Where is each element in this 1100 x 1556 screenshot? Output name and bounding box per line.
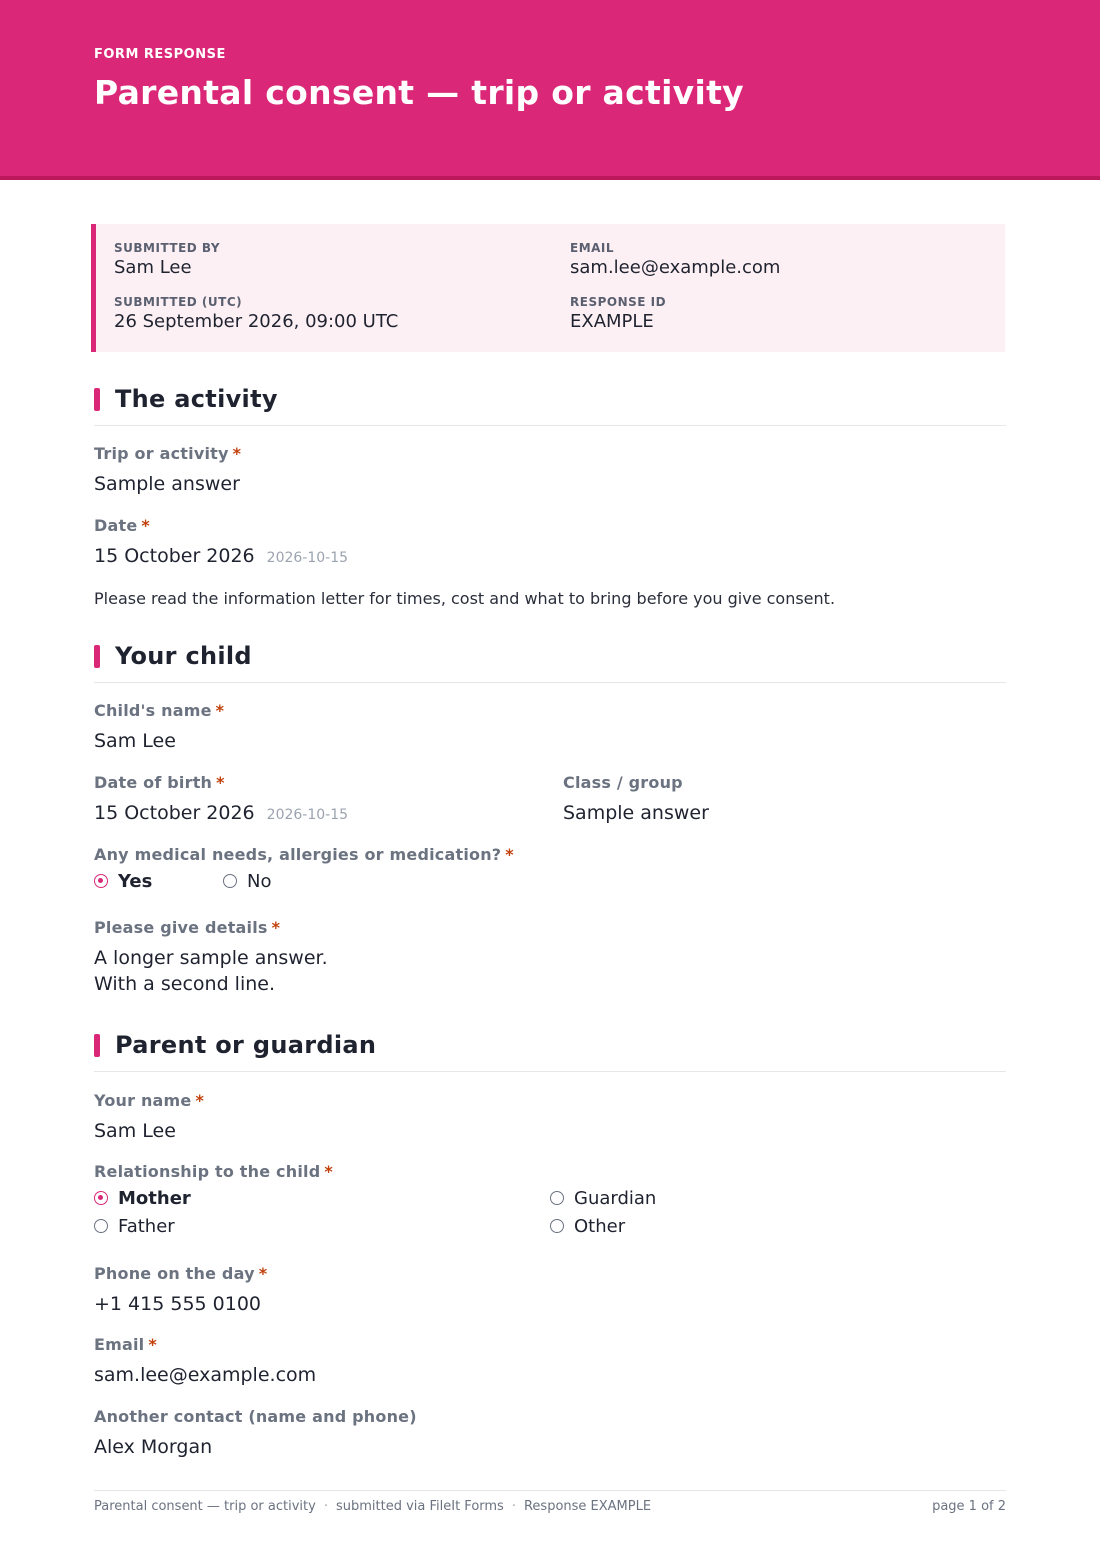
header-eyebrow: FORM RESPONSE xyxy=(94,47,226,62)
field-label: Date of birth xyxy=(94,773,213,792)
radio-medical-yes[interactable] xyxy=(94,871,152,892)
field-another-contact xyxy=(94,1407,417,1460)
field-value: Alex Morgan xyxy=(94,1436,213,1458)
radio-relationship-father[interactable] xyxy=(94,1216,175,1237)
footer-separator: · xyxy=(511,1499,516,1514)
field-value: 15 October 2026 xyxy=(94,802,255,824)
field-label: Relationship to the child xyxy=(94,1162,321,1181)
radio-selected-icon xyxy=(94,874,108,888)
field-label: Trip or activity xyxy=(94,444,229,463)
meta-label: SUBMITTED (UTC) xyxy=(114,295,243,309)
radio-unselected-icon xyxy=(550,1219,564,1233)
field-phone xyxy=(94,1264,267,1317)
field-value-line: A longer sample answer. xyxy=(94,947,328,969)
footer-form-name: Parental consent — trip or activity xyxy=(94,1499,316,1514)
meta-submitted-by xyxy=(114,241,220,278)
field-value: Sample answer xyxy=(94,473,240,495)
section-accent-bar xyxy=(94,1034,100,1057)
section-title: Parent or guardian xyxy=(115,1031,377,1059)
field-date xyxy=(94,516,348,571)
meta-value: sam.lee@example.com xyxy=(570,257,781,278)
meta-response-id xyxy=(570,295,666,332)
radio-unselected-icon xyxy=(550,1191,564,1205)
field-parent-name xyxy=(94,1091,204,1144)
iso-date: 2026-10-15 xyxy=(266,550,349,566)
radio-label: No xyxy=(247,871,272,892)
footer-response: Response EXAMPLE xyxy=(523,1499,652,1514)
radio-medical-no[interactable] xyxy=(223,871,271,892)
field-value: 15 October 2026 xyxy=(94,545,255,567)
page-footer xyxy=(94,1490,1006,1514)
required-marker: * xyxy=(141,516,150,535)
section-heading-child xyxy=(94,642,1006,683)
meta-label: EMAIL xyxy=(570,241,615,255)
field-label: Date xyxy=(94,516,138,535)
required-marker: * xyxy=(324,1162,333,1181)
meta-submitted-utc xyxy=(114,295,398,332)
meta-value: Sam Lee xyxy=(114,257,192,278)
required-marker: * xyxy=(216,773,225,792)
field-value-line: With a second line. xyxy=(94,973,275,995)
radio-relationship-other[interactable] xyxy=(550,1216,625,1237)
section-accent-bar xyxy=(94,645,100,668)
radio-unselected-icon xyxy=(94,1219,108,1233)
radio-selected-icon xyxy=(94,1191,108,1205)
section-title: Your child xyxy=(115,642,252,670)
footer-separator: · xyxy=(323,1499,328,1514)
page-title: Parental consent — trip or activity xyxy=(94,73,744,112)
meta-label: SUBMITTED BY xyxy=(114,241,221,255)
field-child-name xyxy=(94,701,224,754)
meta-label: RESPONSE ID xyxy=(570,295,667,309)
field-relationship xyxy=(94,1162,333,1181)
radio-relationship-mother[interactable] xyxy=(94,1188,191,1209)
field-value: +1 415 555 0100 xyxy=(94,1293,262,1315)
section-heading-activity xyxy=(94,385,1006,426)
meta-value: EXAMPLE xyxy=(570,311,654,332)
radio-label: Yes xyxy=(118,871,153,892)
field-class xyxy=(563,773,709,826)
footer-page-number: page 1 of 2 xyxy=(932,1499,1006,1514)
field-label: Email xyxy=(94,1335,145,1354)
meta-value: 26 September 2026, 09:00 UTC xyxy=(114,311,399,332)
field-label: Please give details xyxy=(94,918,268,937)
iso-date: 2026-10-15 xyxy=(266,807,349,823)
field-value: Sample answer xyxy=(563,802,709,824)
submission-meta xyxy=(91,224,1005,352)
required-marker: * xyxy=(215,701,225,720)
field-label: Child's name xyxy=(94,701,212,720)
field-label: Any medical needs, allergies or medication? xyxy=(94,845,502,864)
form-header xyxy=(0,0,1100,180)
field-label: Phone on the day xyxy=(94,1264,255,1283)
section-heading-parent xyxy=(94,1031,1006,1072)
field-label: Your name xyxy=(94,1091,192,1110)
section-accent-bar xyxy=(94,388,100,411)
radio-label: Father xyxy=(118,1216,175,1237)
radio-label: Mother xyxy=(118,1188,191,1209)
radio-unselected-icon xyxy=(223,874,237,888)
activity-note: Please read the information letter for times, cost and what to bring before you give consent. xyxy=(94,589,836,608)
field-email xyxy=(94,1335,316,1388)
required-marker: * xyxy=(505,845,514,864)
field-value: sam.lee@example.com xyxy=(94,1364,317,1386)
radio-label: Guardian xyxy=(574,1188,657,1209)
required-marker: * xyxy=(271,918,281,937)
radio-label: Other xyxy=(574,1216,626,1237)
required-marker: * xyxy=(148,1335,157,1354)
required-marker: * xyxy=(232,444,242,463)
field-trip xyxy=(94,444,241,497)
required-marker: * xyxy=(258,1264,268,1283)
section-title: The activity xyxy=(115,385,278,413)
required-marker: * xyxy=(195,1091,205,1110)
field-value: Sam Lee xyxy=(94,1120,176,1142)
field-dob xyxy=(94,773,348,828)
field-medical-details xyxy=(94,918,328,997)
field-label: Another contact (name and phone) xyxy=(94,1407,417,1426)
meta-email xyxy=(570,241,780,278)
field-label: Class / group xyxy=(563,773,683,792)
field-value: Sam Lee xyxy=(94,730,176,752)
field-medical xyxy=(94,845,514,864)
radio-relationship-guardian[interactable] xyxy=(550,1188,656,1209)
footer-submitted-via: submitted via FileIt Forms xyxy=(335,1499,504,1514)
